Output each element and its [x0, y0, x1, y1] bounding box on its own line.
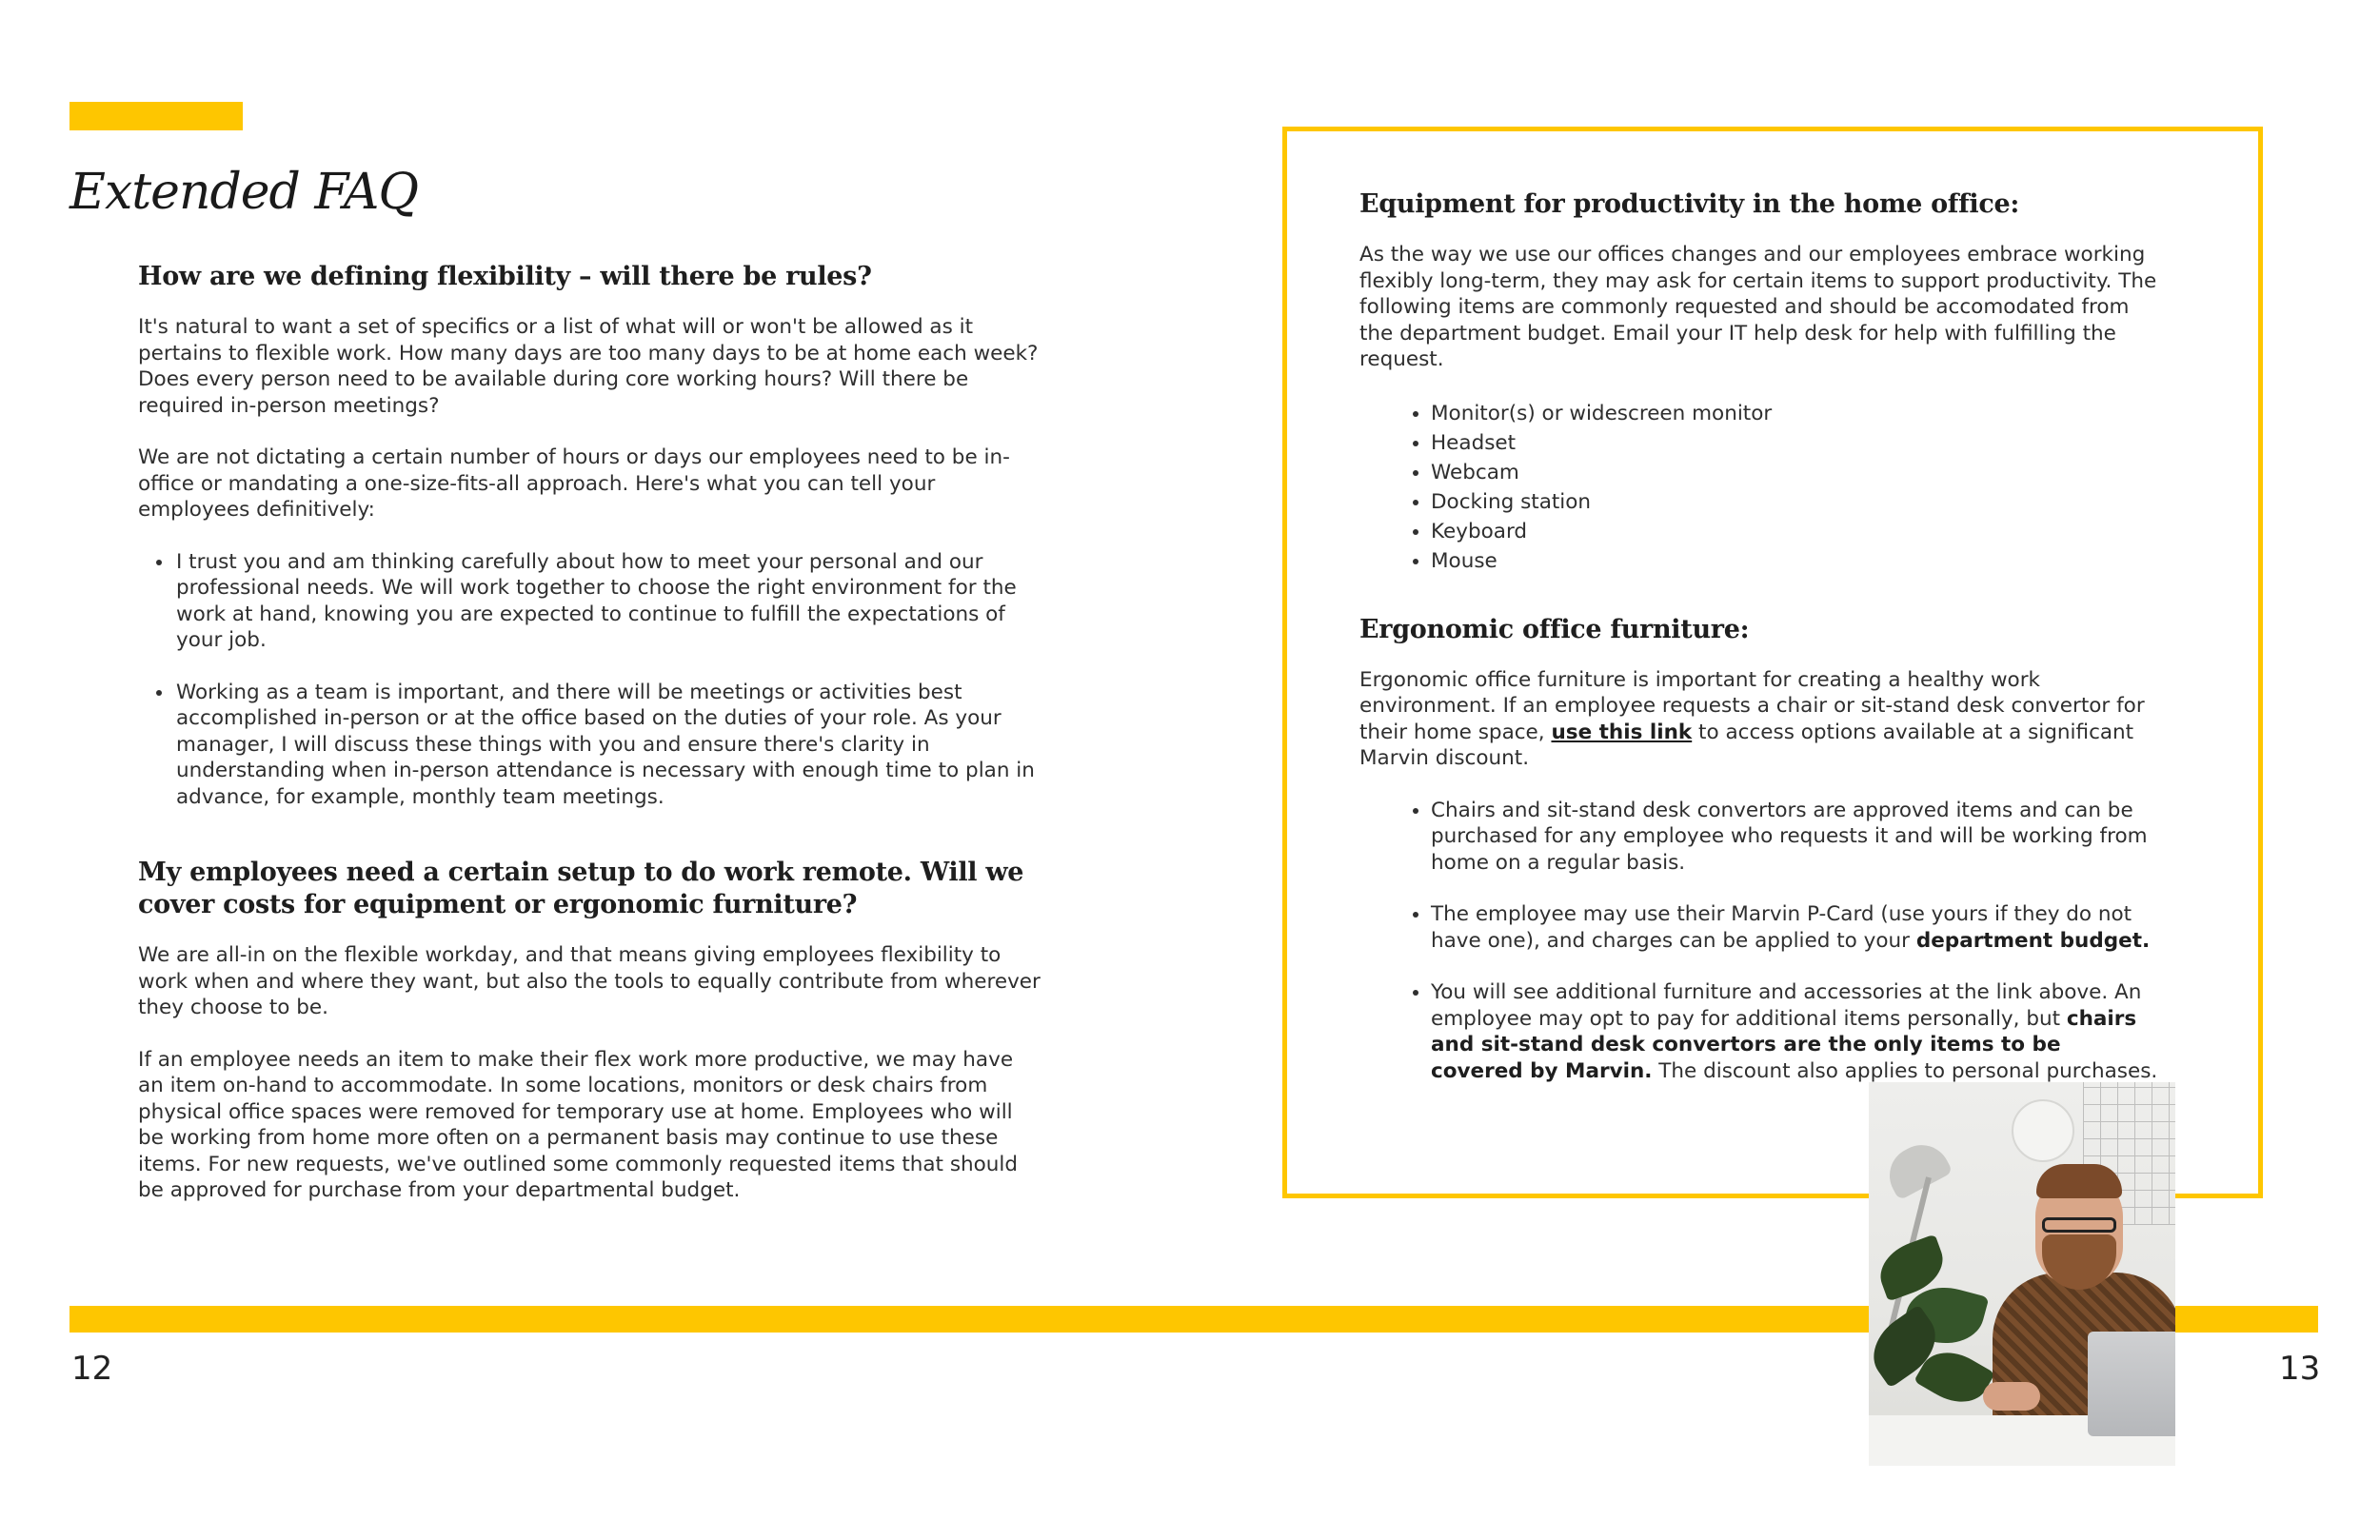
wall-clock-icon	[2012, 1099, 2074, 1162]
faq-paragraph: We are not dictating a certain number of hours or days our employees need to be in-office or mandating a one-size-fits-all approach. Here's what you can tell your employees definitively:	[138, 445, 1010, 522]
ergonomic-heading: Ergonomic office furniture:	[1359, 614, 1750, 644]
laptop-icon	[2088, 1332, 2175, 1436]
use-this-link[interactable]: use this link	[1551, 720, 1693, 744]
list-item: • Monitor(s) or widescreen monitor	[1431, 399, 2159, 428]
person-hair	[2036, 1164, 2122, 1198]
page-number-left: 12	[71, 1350, 113, 1388]
man-at-laptop-photo	[1869, 1082, 2175, 1466]
list-item: • Docking station	[1431, 487, 2159, 517]
faq-question-equipment: My employees need a certain setup to do work remote. Will we cover costs for equipment or ergonomic furniture?	[138, 858, 1024, 919]
desk-lamp-icon	[1879, 1135, 1953, 1201]
list-item: • Mouse	[1431, 546, 2159, 576]
ergonomic-list	[1359, 798, 2159, 1085]
faq-paragraph: It's natural to want a set of specifics or a list of what will or won't be allowed as it pertains to flexible work. How many days are too many days to be at home each week? Does every person need to be available during core working hours? Will there be required in-person meetings?	[138, 315, 1039, 418]
faq-paragraph: We are all-in on the flexible workday, and that means giving employees flexibility to work when and where they want, but also the tools to equally contribute from wherever they choose to be.	[138, 943, 1041, 1019]
list-item: • Headset	[1431, 428, 2159, 458]
list-item: • Working as a team is important, and there will be meetings or activities best accomplished in-person or at the office based on the duties of your role. As your manager, I will discuss these things with you and ensure there's clarity in understanding when in-person attendance is necessary with enough time to plan in advance, for example, monthly team meetings.	[174, 680, 1042, 811]
ergonomic-paragraph: Ergonomic office furniture is important for creating a healthy work environment. If an employee requests a chair or sit-stand desk convertor for their home space, use this link to access options available at a significant Marvin discount.	[1359, 667, 2145, 770]
equipment-list	[1359, 399, 2159, 576]
left-column	[138, 261, 1042, 1230]
glasses-icon	[2042, 1217, 2116, 1233]
list-item: • Chairs and sit-stand desk convertors are approved items and can be purchased for any employee who requests it and will be working from home on a regular basis.	[1431, 798, 2159, 877]
page-title: Extended FAQ	[69, 164, 419, 221]
faq-bullet-list	[138, 549, 1042, 811]
right-column	[1359, 188, 2159, 1110]
equipment-paragraph: As the way we use our offices changes and our employees embrace working flexibly long-term, they may ask for certain items to support productivity. The following items are commonly requested and should be accomodated from the department budget. Email your IT help desk for help with fulfilling the request.	[1359, 243, 2157, 371]
person-hand	[1983, 1382, 2040, 1411]
top-accent-bar	[69, 102, 243, 130]
faq-question-flexibility: How are we defining flexibility – will there be rules?	[138, 262, 872, 291]
faq-paragraph: If an employee needs an item to make their flex work more productive, we may have an item on-hand to accommodate. In some locations, monitors or desk chairs from physical office spaces were removed for temporary use at home. Employees who will be working from home more often on a permanent basis may continue to use these items. For new requests, we've outlined some commonly requested items that should be approved for purchase from your departmental budget.	[138, 1047, 1019, 1202]
equipment-heading: Equipment for productivity in the home office:	[1359, 189, 2020, 219]
list-item: • Keyboard	[1431, 517, 2159, 546]
list-item: • I trust you and am thinking carefully about how to meet your personal and our professional needs. We will work together to choose the right environment for the work at hand, knowing you are expected to continue to fulfill the expectations of your job.	[174, 549, 1042, 654]
list-item: • The employee may use their Marvin P-Card (use yours if they do not have one), and charges can be applied to your department budget.	[1431, 901, 2159, 954]
list-item: • You will see additional furniture and accessories at the link above. An employee may opt to pay for additional items personally, but chairs and sit-stand desk convertors are the only items to be covered by Marvin. The discount also applies to personal purchases.	[1431, 979, 2159, 1084]
list-item: • Webcam	[1431, 458, 2159, 487]
page-number-right: 13	[2279, 1350, 2321, 1388]
